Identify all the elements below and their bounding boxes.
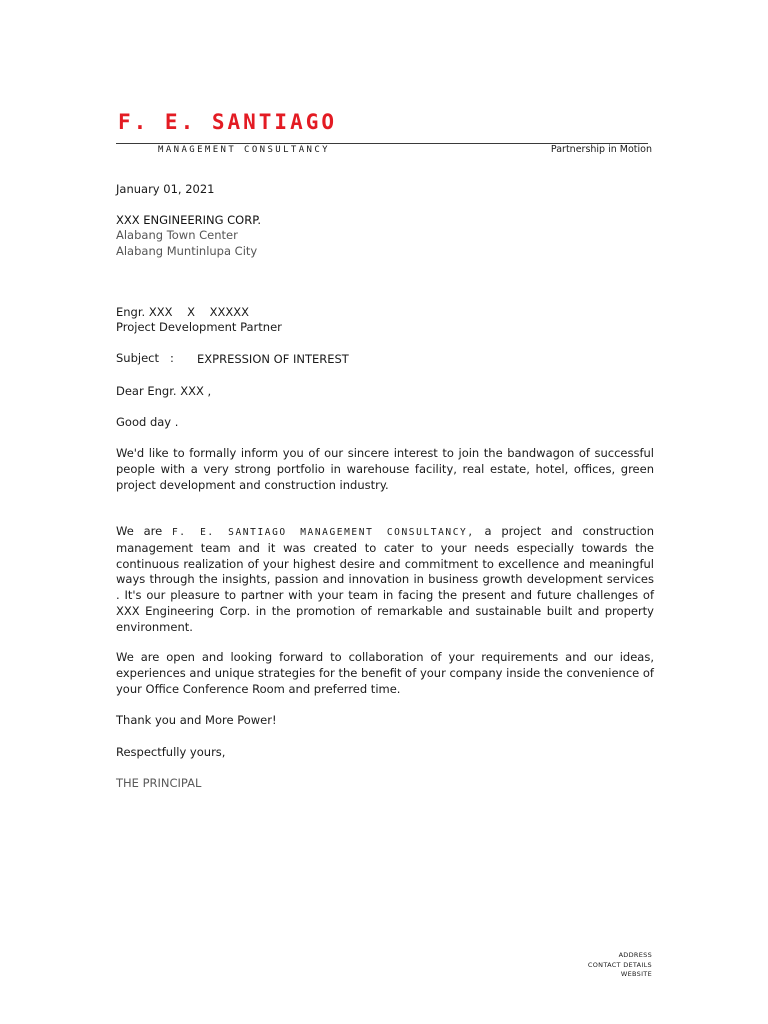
subject-colon: : xyxy=(170,351,174,365)
paragraph-2-brand: F. E. SANTIAGO MANAGEMENT CONSULTANCY, xyxy=(171,527,475,538)
subject-label: Subject xyxy=(116,351,159,365)
recipient-address-line-1: Alabang Town Center xyxy=(116,228,238,242)
brand-tagline: Partnership in Motion xyxy=(550,144,652,155)
thanks-line: Thank you and More Power! xyxy=(116,713,277,727)
paragraph-2-rest: a project and construction management team and it was created to cater to your needs especially towards the continuous realization of your highest desire and commitment to excellence and meaningful ways through the insights, passion and innovation in business growth development services . It's our pleasure to partner with your team in facing the present and future challenges of XXX Engineering Corp. in the promotion of remarkable and sustainable built and property environment. xyxy=(116,524,654,634)
salutation: Dear Engr. XXX , xyxy=(116,384,212,398)
brand-subtitle: MANAGEMENT CONSULTANCY xyxy=(158,145,331,155)
attention-title: Project Development Partner xyxy=(116,320,282,334)
subject-value: EXPRESSION OF INTEREST xyxy=(197,352,349,366)
greeting: Good day . xyxy=(116,415,179,429)
paragraph-2-intro: We are xyxy=(116,524,172,538)
footer-contact-block xyxy=(588,951,652,980)
closing-line: Respectfully yours, xyxy=(116,745,226,759)
letter-date: January 01, 2021 xyxy=(116,182,215,196)
recipient-address-line-2: Alabang Muntinlupa City xyxy=(116,244,258,258)
footer-website: WEBSITE xyxy=(620,970,652,978)
body-paragraph-2 xyxy=(116,524,654,636)
attention-name: Engr. XXX X XXXXX xyxy=(116,305,249,319)
recipient-company: XXX ENGINEERING CORP. xyxy=(116,213,262,227)
footer-address: ADDRESS xyxy=(618,951,652,959)
body-paragraph-3: We are open and looking forward to collaboration of your requirements and our ideas, experiences and unique strategies for the benefit of your company inside the convenience of your Office Conference Room and preferred time. xyxy=(116,650,654,696)
body-paragraph-1: We'd like to formally inform you of our sincere interest to join the bandwagon of successful people with a very strong portfolio in warehouse facility, real estate, hotel, offices, green project development and construction industry. xyxy=(116,446,654,492)
signatory: THE PRINCIPAL xyxy=(116,776,202,790)
footer-contact-details: CONTACT DETAILS xyxy=(587,960,652,969)
brand-name: F. E. SANTIAGO xyxy=(118,110,338,134)
